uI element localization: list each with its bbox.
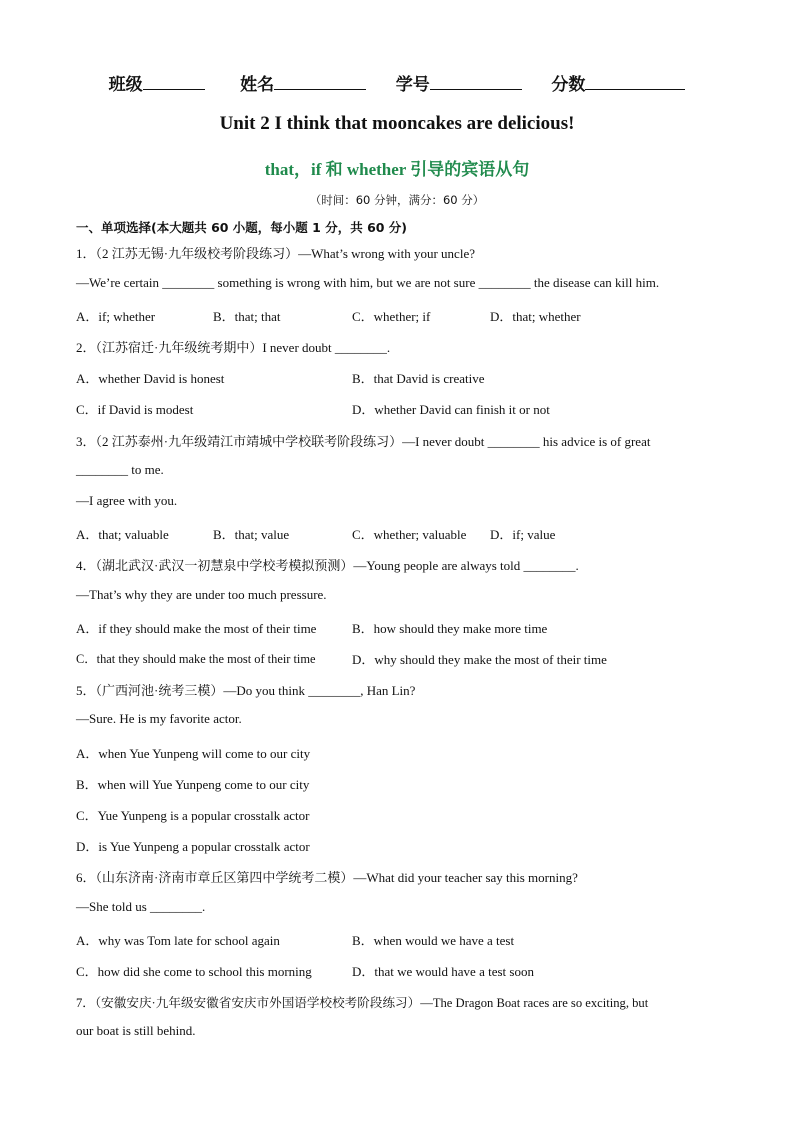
id-blank[interactable] — [430, 71, 522, 90]
question-6-stem: 6．（山东济南·济南市章丘区第四中学统考二模）—What did your teacher say this morning? — [76, 870, 578, 885]
question-7-stem: 7．（安徽安庆·九年级安徽省安庆市外国语学校校考阶段练习）—The Dragon Boat races are so exciting, but — [76, 996, 649, 1010]
question-1-option-d[interactable]: D．that; whether — [490, 309, 581, 324]
section-heading: 一、单项选择(本大题共 60 小题，每小题 1 分，共 60 分) — [76, 220, 408, 235]
question-4-option-c[interactable]: C．that they should make the most of their time — [76, 652, 316, 666]
question-4-stem: 4．（湖北武汉·武汉一初慧泉中学校考模拟预测）—Young people are always told ________. — [76, 558, 579, 573]
question-6-option-b[interactable]: B．when would we have a test — [352, 933, 515, 948]
question-6-line2: —She told us ________. — [76, 899, 206, 914]
class-label: 班级 — [108, 75, 143, 95]
topic-subtitle: that，if 和 whether 引导的宾语从句 — [264, 160, 530, 179]
id-label: 学号 — [395, 75, 430, 95]
question-4-line2: —That’s why they are under too much pressure. — [76, 587, 327, 602]
question-2-stem: 2．（江苏宿迁·九年级统考期中）I never doubt ________. — [76, 340, 391, 355]
score-blank[interactable] — [585, 71, 685, 90]
question-5-option-a[interactable]: A．when Yue Yunpeng will come to our city — [76, 746, 311, 761]
time-info: （时间：60 分钟，满分：60 分） — [309, 193, 485, 207]
unit-title: Unit 2 I think that mooncakes are delicious! — [219, 113, 575, 134]
question-1-line2: —We’re certain ________ something is wrong with him, but we are not sure ________ the disease can kill him. — [76, 275, 660, 290]
question-2-option-c[interactable]: C．if David is modest — [76, 402, 194, 417]
question-3-line3: —I agree with you. — [76, 493, 178, 508]
question-6-option-d[interactable]: D．that we would have a test soon — [352, 964, 534, 979]
question-5-option-c[interactable]: C．Yue Yunpeng is a popular crosstalk actor — [76, 808, 310, 823]
question-7-line2: our boat is still behind. — [76, 1023, 196, 1038]
question-1-option-c[interactable]: C．whether; if — [352, 309, 431, 324]
question-3-option-a[interactable]: A．that; valuable — [76, 527, 169, 542]
score-label: 分数 — [551, 75, 586, 95]
question-5-option-b[interactable]: B．when will Yue Yunpeng come to our city — [76, 777, 310, 792]
question-3-option-d[interactable]: D．if; value — [490, 527, 556, 542]
class-blank[interactable] — [143, 71, 205, 90]
question-3-stem: 3．（2 江苏泰州·九年级靖江市靖城中学校联考阶段练习）—I never doubt ________ his advice is of great — [76, 434, 651, 449]
question-3-option-c[interactable]: C．whether; valuable — [352, 527, 467, 542]
question-5-line2: —Sure. He is my favorite actor. — [76, 711, 242, 726]
name-blank[interactable] — [274, 71, 366, 90]
question-3-option-b[interactable]: B．that; value — [213, 527, 290, 542]
question-4-option-d[interactable]: D．why should they make the most of their time — [352, 652, 607, 667]
name-label: 姓名 — [240, 75, 275, 95]
question-1-option-a[interactable]: A．if; whether — [76, 309, 156, 324]
question-4-option-b[interactable]: B．how should they make more time — [352, 621, 548, 636]
question-5-option-d[interactable]: D．is Yue Yunpeng a popular crosstalk actor — [76, 839, 310, 854]
question-2-option-d[interactable]: D．whether David can finish it or not — [352, 402, 550, 417]
question-4-option-a[interactable]: A．if they should make the most of their time — [76, 621, 317, 636]
question-6-option-c[interactable]: C．how did she come to school this morning — [76, 964, 312, 979]
question-1-stem: 1．（2 江苏无锡·九年级校考阶段练习）—What’s wrong with your uncle? — [76, 246, 475, 261]
question-5-stem: 5．（广西河池·统考三模）—Do you think ________, Han Lin? — [76, 683, 416, 698]
question-2-option-a[interactable]: A．whether David is honest — [76, 371, 225, 386]
question-6-option-a[interactable]: A．why was Tom late for school again — [76, 933, 280, 948]
question-2-option-b[interactable]: B．that David is creative — [352, 371, 485, 386]
question-1-option-b[interactable]: B．that; that — [213, 309, 281, 324]
question-3-line2: ________ to me. — [76, 462, 164, 477]
student-info-header — [0, 70, 794, 95]
